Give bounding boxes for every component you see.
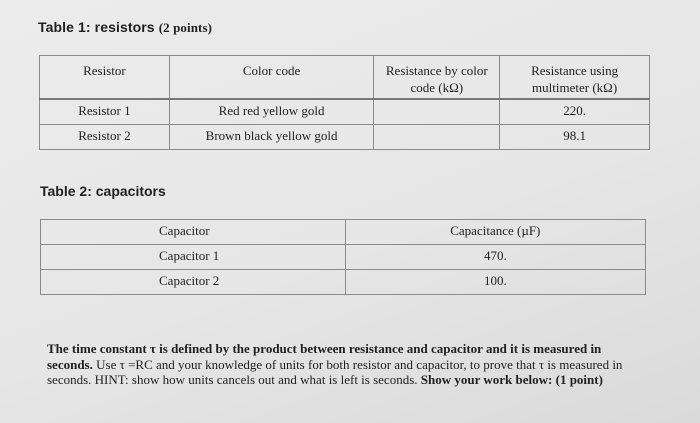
resistor-name: Resistor 2 [40,124,170,149]
table2-title: Table 2: capacitors [40,183,166,199]
table1-title-text: Table 1: resistors [38,19,155,35]
capacitor-name: Capacitor 2 [41,270,346,295]
resistance-multimeter: 98.1 [500,124,650,149]
header-resistance-multimeter-line2: multimeter (kΩ) [532,80,618,95]
header-resistance-multimeter-line1: Resistance using [531,63,619,78]
note-part3: Show your work below: [420,372,553,387]
capacitor-name: Capacitor 1 [41,245,346,270]
note-part2: Use τ =RC and your knowledge of units for both resistor and capacitor, to prove that τ is measured in seconds. HINT: show how units cancels out and what is left is seconds. [47,356,623,387]
header-resistance-by-color-line1: Resistance by color [385,63,488,78]
capacitance-value: 100. [345,270,645,295]
table-header-row [40,56,650,99]
table-row [41,245,646,270]
resistors-table [39,55,650,150]
table-row [41,270,646,295]
table-row [40,99,650,125]
note-part1: The time constant τ is defined by the product between resistance and capacitor and it is measured in seconds. [47,341,602,372]
resistor-color-code: Red red yellow gold [169,99,374,125]
header-resistance-multimeter [500,56,650,99]
header-color-code: Color code [169,56,374,99]
resistance-by-color-input[interactable] [374,99,500,125]
header-resistance-by-color [374,56,500,99]
header-capacitor: Capacitor [41,220,346,245]
header-resistor: Resistor [40,56,170,99]
table-header-row [41,220,646,245]
resistor-color-code: Brown black yellow gold [169,124,374,149]
note-part4: (1 point) [552,372,603,387]
resistor-name: Resistor 1 [40,99,170,125]
resistance-by-color-input[interactable] [374,124,500,149]
table1-title [38,19,212,36]
header-resistance-by-color-line2: code (kΩ) [410,80,464,95]
resistance-multimeter: 220. [500,99,650,125]
table-row [40,124,650,149]
capacitors-table [40,219,646,295]
table1-points: (2 points) [158,20,213,35]
capacitance-value: 470. [345,245,645,270]
header-capacitance: Capacitance (µF) [345,220,645,245]
time-constant-question [47,341,647,388]
